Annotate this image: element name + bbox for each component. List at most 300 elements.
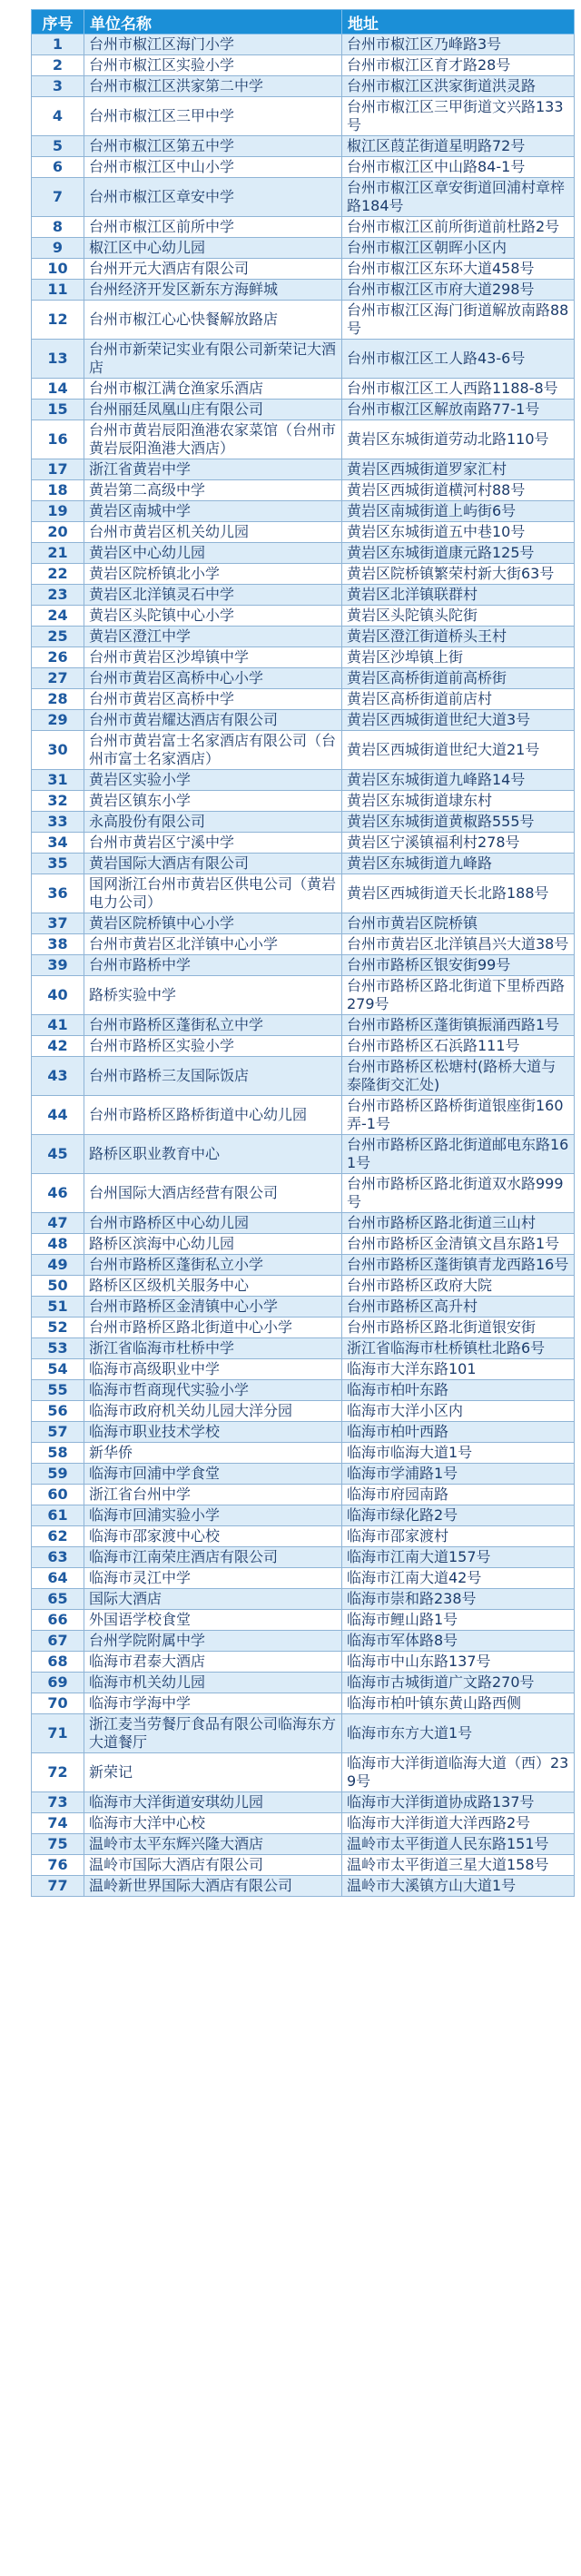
- table-row: [32, 1359, 575, 1380]
- row-index: 33: [32, 812, 84, 833]
- address-cell: 临海市邵家渡村: [342, 1526, 575, 1547]
- table-row: [32, 1485, 575, 1505]
- header-unit-name: 单位名称: [84, 10, 342, 35]
- unit-name-cell: 临海市江南荣庄酒店有限公司: [84, 1547, 342, 1568]
- table-row: [32, 501, 575, 522]
- row-index: 8: [32, 217, 84, 238]
- table-row: [32, 1610, 575, 1631]
- row-index: 58: [32, 1443, 84, 1464]
- header-address: 地址: [342, 10, 575, 35]
- address-cell: 台州市路桥区路北街道银安街: [342, 1318, 575, 1338]
- unit-name-cell: 临海市君泰大酒店: [84, 1652, 342, 1673]
- row-index: 56: [32, 1401, 84, 1422]
- address-cell: 临海市府园南路: [342, 1485, 575, 1505]
- row-index: 29: [32, 710, 84, 731]
- address-cell: 临海市学浦路1号: [342, 1464, 575, 1485]
- address-cell: 临海市江南大道157号: [342, 1547, 575, 1568]
- unit-address-table: [31, 9, 575, 1897]
- unit-name-cell: 台州市椒江区前所中学: [84, 217, 342, 238]
- unit-name-cell: 台州国际大酒店经营有限公司: [84, 1174, 342, 1213]
- unit-name-cell: 路桥实验中学: [84, 976, 342, 1015]
- address-cell: 台州市椒江区三甲街道文兴路133号: [342, 97, 575, 136]
- row-index: 13: [32, 340, 84, 379]
- row-index: 47: [32, 1213, 84, 1234]
- address-cell: 黄岩区澄江街道桥头王村: [342, 627, 575, 647]
- table-row: [32, 1174, 575, 1213]
- row-index: 10: [32, 259, 84, 280]
- row-index: 28: [32, 689, 84, 710]
- unit-name-cell: 新华侨: [84, 1443, 342, 1464]
- table-row: [32, 76, 575, 97]
- table-row: [32, 459, 575, 480]
- address-cell: 黄岩区东城街道埭东村: [342, 791, 575, 812]
- table-row: [32, 522, 575, 543]
- row-index: 71: [32, 1714, 84, 1753]
- row-index: 41: [32, 1015, 84, 1036]
- table-row: [32, 1401, 575, 1422]
- unit-name-cell: 黄岩第二高级中学: [84, 480, 342, 501]
- row-index: 24: [32, 606, 84, 627]
- row-index: 75: [32, 1834, 84, 1855]
- unit-name-cell: 椒江区中心幼儿园: [84, 238, 342, 259]
- address-cell: 黄岩区北洋镇联群村: [342, 585, 575, 606]
- row-index: 42: [32, 1036, 84, 1057]
- unit-name-cell: 临海市大洋街道安琪幼儿园: [84, 1792, 342, 1813]
- row-index: 60: [32, 1485, 84, 1505]
- unit-name-cell: 台州市路桥区实验小学: [84, 1036, 342, 1057]
- table-row: [32, 647, 575, 668]
- table-row: [32, 543, 575, 564]
- address-cell: 临海市柏叶东路: [342, 1380, 575, 1401]
- row-index: 5: [32, 136, 84, 157]
- row-index: 12: [32, 301, 84, 340]
- unit-name-cell: 温岭市太平东辉兴隆大酒店: [84, 1834, 342, 1855]
- row-index: 69: [32, 1673, 84, 1693]
- row-index: 77: [32, 1876, 84, 1897]
- address-cell: 椒江区葭芷街道星明路72号: [342, 136, 575, 157]
- row-index: 16: [32, 420, 84, 459]
- address-cell: 黄岩区院桥镇繁荣村新大街63号: [342, 564, 575, 585]
- unit-name-cell: 台州市椒江区实验小学: [84, 55, 342, 76]
- unit-name-cell: 台州市椒江区海门小学: [84, 35, 342, 55]
- table-row: [32, 1589, 575, 1610]
- row-index: 51: [32, 1297, 84, 1318]
- address-cell: 黄岩区东城街道康元路125号: [342, 543, 575, 564]
- table-row: [32, 585, 575, 606]
- table-row: [32, 812, 575, 833]
- row-index: 40: [32, 976, 84, 1015]
- address-cell: 台州市路桥区政府大院: [342, 1276, 575, 1297]
- unit-name-cell: 台州市路桥区蓬街私立小学: [84, 1255, 342, 1276]
- table-row: [32, 1057, 575, 1096]
- unit-name-cell: 黄岩区院桥镇中心小学: [84, 913, 342, 934]
- unit-name-cell: 台州经济开发区新东方海鲜城: [84, 280, 342, 301]
- table-row: [32, 854, 575, 874]
- table-row: [32, 1813, 575, 1834]
- address-cell: 临海市柏叶镇东黄山路西侧: [342, 1693, 575, 1714]
- unit-name-cell: 台州市黄岩区高桥中心小学: [84, 668, 342, 689]
- address-cell: 台州市椒江区东环大道458号: [342, 259, 575, 280]
- row-index: 6: [32, 157, 84, 178]
- table-row: [32, 1234, 575, 1255]
- unit-name-cell: 临海市高级职业中学: [84, 1359, 342, 1380]
- row-index: 14: [32, 379, 84, 400]
- row-index: 74: [32, 1813, 84, 1834]
- row-index: 2: [32, 55, 84, 76]
- row-index: 63: [32, 1547, 84, 1568]
- table-row: [32, 1422, 575, 1443]
- address-cell: 台州市椒江区中山路84-1号: [342, 157, 575, 178]
- address-cell: 黄岩区西城街道罗家汇村: [342, 459, 575, 480]
- address-cell: 台州市路桥区路北街道邮电东路161号: [342, 1135, 575, 1174]
- row-index: 26: [32, 647, 84, 668]
- header-index: 序号: [32, 10, 84, 35]
- table-row: [32, 136, 575, 157]
- unit-name-cell: 浙江省黄岩中学: [84, 459, 342, 480]
- unit-name-cell: 新荣记: [84, 1753, 342, 1792]
- unit-name-cell: 黄岩国际大酒店有限公司: [84, 854, 342, 874]
- unit-name-cell: 台州市椒江心心快餐解放路店: [84, 301, 342, 340]
- unit-name-cell: 国际大酒店: [84, 1589, 342, 1610]
- unit-name-cell: 台州市路桥三友国际饭店: [84, 1057, 342, 1096]
- table-row: [32, 770, 575, 791]
- address-cell: 台州市椒江区朝晖小区内: [342, 238, 575, 259]
- table-row: [32, 955, 575, 976]
- table-row: [32, 934, 575, 955]
- unit-name-cell: 临海市学海中学: [84, 1693, 342, 1714]
- address-cell: 台州市路桥区路桥街道银座街160弄-1号: [342, 1096, 575, 1135]
- address-cell: 台州市椒江区乃峰路3号: [342, 35, 575, 55]
- row-index: 23: [32, 585, 84, 606]
- unit-name-cell: 临海市灵江中学: [84, 1568, 342, 1589]
- unit-name-cell: 路桥区滨海中心幼儿园: [84, 1234, 342, 1255]
- address-cell: 台州市椒江区解放南路77-1号: [342, 400, 575, 420]
- table-row: [32, 1568, 575, 1589]
- unit-name-cell: 黄岩区中心幼儿园: [84, 543, 342, 564]
- table-row: [32, 1276, 575, 1297]
- unit-name-cell: 临海市大洋中心校: [84, 1813, 342, 1834]
- address-cell: 台州市路桥区银安街99号: [342, 955, 575, 976]
- unit-name-cell: 台州市黄岩区北洋镇中心小学: [84, 934, 342, 955]
- row-index: 48: [32, 1234, 84, 1255]
- table-row: [32, 1015, 575, 1036]
- table-row: [32, 1753, 575, 1792]
- address-cell: 黄岩区东城街道九峰路14号: [342, 770, 575, 791]
- unit-name-cell: 台州学院附属中学: [84, 1631, 342, 1652]
- row-index: 4: [32, 97, 84, 136]
- row-index: 62: [32, 1526, 84, 1547]
- unit-name-cell: 国网浙江台州市黄岩区供电公司（黄岩电力公司）: [84, 874, 342, 913]
- unit-name-cell: 台州市路桥区金清镇中心小学: [84, 1297, 342, 1318]
- unit-name-cell: 临海市邵家渡中心校: [84, 1526, 342, 1547]
- address-cell: 黄岩区沙埠镇上街: [342, 647, 575, 668]
- row-index: 72: [32, 1753, 84, 1792]
- unit-name-cell: 台州市黄岩耀达酒店有限公司: [84, 710, 342, 731]
- table-row: [32, 1338, 575, 1359]
- unit-name-cell: 台州市黄岩区宁溪中学: [84, 833, 342, 854]
- table-row: [32, 627, 575, 647]
- unit-name-cell: 外国语学校食堂: [84, 1610, 342, 1631]
- table-row: [32, 710, 575, 731]
- address-cell: 黄岩区西城街道世纪大道21号: [342, 731, 575, 770]
- unit-name-cell: 黄岩区院桥镇北小学: [84, 564, 342, 585]
- row-index: 64: [32, 1568, 84, 1589]
- address-cell: 台州市椒江区章安街道回浦村章梓路184号: [342, 178, 575, 217]
- row-index: 31: [32, 770, 84, 791]
- address-cell: 临海市崇和路238号: [342, 1589, 575, 1610]
- unit-name-cell: 黄岩区南城中学: [84, 501, 342, 522]
- unit-name-cell: 台州市椒江区章安中学: [84, 178, 342, 217]
- row-index: 32: [32, 791, 84, 812]
- table-row: [32, 1547, 575, 1568]
- row-index: 65: [32, 1589, 84, 1610]
- address-cell: 黄岩区高桥街道前高桥街: [342, 668, 575, 689]
- address-cell: 黄岩区高桥街道前店村: [342, 689, 575, 710]
- table-row: [32, 340, 575, 379]
- row-index: 21: [32, 543, 84, 564]
- table-row: [32, 1876, 575, 1897]
- row-index: 25: [32, 627, 84, 647]
- table-row: [32, 1792, 575, 1813]
- address-cell: 台州市黄岩区院桥镇: [342, 913, 575, 934]
- row-index: 61: [32, 1505, 84, 1526]
- address-cell: 台州市椒江区市府大道298号: [342, 280, 575, 301]
- row-index: 35: [32, 854, 84, 874]
- table-row: [32, 259, 575, 280]
- table-row: [32, 280, 575, 301]
- table-row: [32, 1855, 575, 1876]
- unit-name-cell: 台州开元大酒店有限公司: [84, 259, 342, 280]
- table-row: [32, 157, 575, 178]
- table-row: [32, 1036, 575, 1057]
- address-cell: 临海市大洋小区内: [342, 1401, 575, 1422]
- row-index: 76: [32, 1855, 84, 1876]
- table-row: [32, 1135, 575, 1174]
- address-cell: 黄岩区东城街道劳动北路110号: [342, 420, 575, 459]
- address-cell: 台州市椒江区育才路28号: [342, 55, 575, 76]
- address-cell: 台州市路桥区路北街道下里桥西路279号: [342, 976, 575, 1015]
- unit-name-cell: 台州市椒江满仓渔家乐酒店: [84, 379, 342, 400]
- address-cell: 黄岩区西城街道天长北路188号: [342, 874, 575, 913]
- table-row: [32, 1213, 575, 1234]
- row-index: 36: [32, 874, 84, 913]
- table-body: [32, 35, 575, 1897]
- unit-name-cell: 黄岩区镇东小学: [84, 791, 342, 812]
- unit-name-cell: 台州市黄岩辰阳渔港农家菜馆（台州市黄岩辰阳渔港大酒店）: [84, 420, 342, 459]
- table-row: [32, 1834, 575, 1855]
- row-index: 20: [32, 522, 84, 543]
- address-cell: 台州市路桥区石浜路111号: [342, 1036, 575, 1057]
- unit-name-cell: 临海市机关幼儿园: [84, 1673, 342, 1693]
- unit-name-cell: 浙江省台州中学: [84, 1485, 342, 1505]
- table-row: [32, 400, 575, 420]
- address-cell: 台州市路桥区路北街道双水路999号: [342, 1174, 575, 1213]
- address-cell: 临海市古城街道广文路270号: [342, 1673, 575, 1693]
- address-cell: 黄岩区宁溪镇福利村278号: [342, 833, 575, 854]
- address-cell: 临海市大洋东路101: [342, 1359, 575, 1380]
- row-index: 67: [32, 1631, 84, 1652]
- unit-name-cell: 台州市路桥中学: [84, 955, 342, 976]
- address-cell: 温岭市大溪镇方山大道1号: [342, 1876, 575, 1897]
- table-row: [32, 976, 575, 1015]
- row-index: 9: [32, 238, 84, 259]
- address-cell: 临海市军体路8号: [342, 1631, 575, 1652]
- unit-name-cell: 浙江麦当劳餐厅食品有限公司临海东方大道餐厅: [84, 1714, 342, 1753]
- table-row: [32, 1255, 575, 1276]
- table-row: [32, 1631, 575, 1652]
- table-row: [32, 1652, 575, 1673]
- row-index: 53: [32, 1338, 84, 1359]
- unit-name-cell: 台州市椒江区洪家第二中学: [84, 76, 342, 97]
- unit-name-cell: 台州市新荣记实业有限公司新荣记大酒店: [84, 340, 342, 379]
- unit-name-cell: 台州市椒江区三甲中学: [84, 97, 342, 136]
- unit-name-cell: 临海市哲商现代实验小学: [84, 1380, 342, 1401]
- row-index: 44: [32, 1096, 84, 1135]
- row-index: 1: [32, 35, 84, 55]
- address-cell: 台州市路桥区高升村: [342, 1297, 575, 1318]
- row-index: 66: [32, 1610, 84, 1631]
- row-index: 43: [32, 1057, 84, 1096]
- address-cell: 黄岩区东城街道九峰路: [342, 854, 575, 874]
- unit-name-cell: 台州市椒江区第五中学: [84, 136, 342, 157]
- unit-name-cell: 台州市路桥区路北街道中心小学: [84, 1318, 342, 1338]
- unit-name-cell: 温岭新世界国际大酒店有限公司: [84, 1876, 342, 1897]
- row-index: 50: [32, 1276, 84, 1297]
- address-cell: 临海市中山东路137号: [342, 1652, 575, 1673]
- row-index: 68: [32, 1652, 84, 1673]
- row-index: 27: [32, 668, 84, 689]
- address-cell: 台州市路桥区松塘村(路桥大道与泰隆街交汇处): [342, 1057, 575, 1096]
- address-cell: 浙江省临海市杜桥镇杜北路6号: [342, 1338, 575, 1359]
- table-row: [32, 35, 575, 55]
- row-index: 22: [32, 564, 84, 585]
- address-cell: 临海市鲤山路1号: [342, 1610, 575, 1631]
- unit-name-cell: 黄岩区澄江中学: [84, 627, 342, 647]
- table-row: [32, 791, 575, 812]
- row-index: 45: [32, 1135, 84, 1174]
- row-index: 30: [32, 731, 84, 770]
- unit-name-cell: 黄岩区头陀镇中心小学: [84, 606, 342, 627]
- table-row: [32, 1443, 575, 1464]
- address-cell: 黄岩区东城街道黄椒路555号: [342, 812, 575, 833]
- table-row: [32, 913, 575, 934]
- table-row: [32, 238, 575, 259]
- unit-name-cell: 浙江省临海市杜桥中学: [84, 1338, 342, 1359]
- unit-name-cell: 台州市椒江区中山小学: [84, 157, 342, 178]
- table-row: [32, 1096, 575, 1135]
- unit-name-cell: 台州市路桥区中心幼儿园: [84, 1213, 342, 1234]
- address-cell: 温岭市太平街道三星大道158号: [342, 1855, 575, 1876]
- table-row: [32, 1464, 575, 1485]
- table-row: [32, 480, 575, 501]
- address-cell: 台州市椒江区海门街道解放南路88号: [342, 301, 575, 340]
- row-index: 18: [32, 480, 84, 501]
- address-cell: 台州市椒江区工人西路1188-8号: [342, 379, 575, 400]
- row-index: 34: [32, 833, 84, 854]
- table-row: [32, 1673, 575, 1693]
- address-cell: 临海市大洋街道大洋西路2号: [342, 1813, 575, 1834]
- table-row: [32, 1318, 575, 1338]
- address-cell: 台州市路桥区蓬街镇振涌西路1号: [342, 1015, 575, 1036]
- row-index: 70: [32, 1693, 84, 1714]
- table-row: [32, 606, 575, 627]
- address-cell: 台州市椒江区前所街道前杜路2号: [342, 217, 575, 238]
- table-row: [32, 217, 575, 238]
- address-cell: 临海市绿化路2号: [342, 1505, 575, 1526]
- address-cell: 临海市东方大道1号: [342, 1714, 575, 1753]
- address-cell: 黄岩区头陀镇头陀街: [342, 606, 575, 627]
- row-index: 17: [32, 459, 84, 480]
- row-index: 73: [32, 1792, 84, 1813]
- unit-name-cell: 路桥区职业教育中心: [84, 1135, 342, 1174]
- unit-name-cell: 温岭市国际大酒店有限公司: [84, 1855, 342, 1876]
- table-row: [32, 301, 575, 340]
- table-row: [32, 55, 575, 76]
- table-row: [32, 668, 575, 689]
- unit-name-cell: 黄岩区实验小学: [84, 770, 342, 791]
- row-index: 3: [32, 76, 84, 97]
- table-row: [32, 833, 575, 854]
- table-container: [31, 9, 574, 1897]
- unit-name-cell: 黄岩区北洋镇灵石中学: [84, 585, 342, 606]
- address-cell: 台州市路桥区路北街道三山村: [342, 1213, 575, 1234]
- table-row: [32, 178, 575, 217]
- row-index: 59: [32, 1464, 84, 1485]
- unit-name-cell: 台州市黄岩区沙埠镇中学: [84, 647, 342, 668]
- address-cell: 温岭市太平街道人民东路151号: [342, 1834, 575, 1855]
- unit-name-cell: 临海市回浦实验小学: [84, 1505, 342, 1526]
- unit-name-cell: 台州市黄岩富士名家酒店有限公司（台州市富士名家酒店）: [84, 731, 342, 770]
- address-cell: 台州市黄岩区北洋镇昌兴大道38号: [342, 934, 575, 955]
- table-row: [32, 731, 575, 770]
- address-cell: 临海市江南大道42号: [342, 1568, 575, 1589]
- unit-name-cell: 临海市回浦中学食堂: [84, 1464, 342, 1485]
- address-cell: 临海市临海大道1号: [342, 1443, 575, 1464]
- address-cell: 黄岩区西城街道横河村88号: [342, 480, 575, 501]
- row-index: 38: [32, 934, 84, 955]
- address-cell: 台州市椒江区工人路43-6号: [342, 340, 575, 379]
- table-row: [32, 420, 575, 459]
- table-row: [32, 874, 575, 913]
- address-cell: 黄岩区东城街道五中巷10号: [342, 522, 575, 543]
- row-index: 37: [32, 913, 84, 934]
- address-cell: 台州市椒江区洪家街道洪灵路: [342, 76, 575, 97]
- address-cell: 黄岩区西城街道世纪大道3号: [342, 710, 575, 731]
- unit-name-cell: 台州市路桥区蓬街私立中学: [84, 1015, 342, 1036]
- address-cell: 台州市路桥区金清镇文昌东路1号: [342, 1234, 575, 1255]
- table-header-row: [32, 10, 575, 35]
- row-index: 46: [32, 1174, 84, 1213]
- row-index: 57: [32, 1422, 84, 1443]
- unit-name-cell: 台州市黄岩区高桥中学: [84, 689, 342, 710]
- row-index: 7: [32, 178, 84, 217]
- unit-name-cell: 临海市政府机关幼儿园大洋分园: [84, 1401, 342, 1422]
- address-cell: 黄岩区南城街道上屿街6号: [342, 501, 575, 522]
- row-index: 39: [32, 955, 84, 976]
- row-index: 11: [32, 280, 84, 301]
- row-index: 55: [32, 1380, 84, 1401]
- address-cell: 临海市大洋街道协成路137号: [342, 1792, 575, 1813]
- table-row: [32, 1505, 575, 1526]
- address-cell: 台州市路桥区蓬街镇青龙西路16号: [342, 1255, 575, 1276]
- table-row: [32, 689, 575, 710]
- table-row: [32, 97, 575, 136]
- table-row: [32, 1380, 575, 1401]
- unit-name-cell: 台州丽廷凤凰山庄有限公司: [84, 400, 342, 420]
- address-cell: 临海市大洋街道临海大道（西）239号: [342, 1753, 575, 1792]
- row-index: 19: [32, 501, 84, 522]
- table-row: [32, 379, 575, 400]
